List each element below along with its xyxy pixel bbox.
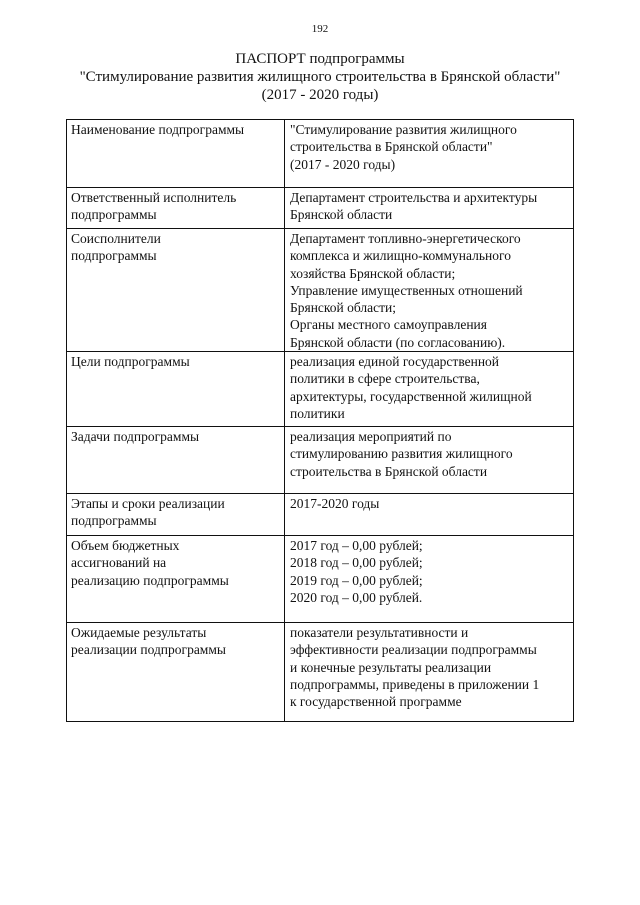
table-row: [67, 352, 574, 427]
title-line-period: (2017 - 2020 годы): [261, 87, 379, 103]
table-row: [67, 120, 574, 188]
document-title: [0, 50, 640, 104]
row-value: 2017-2020 годы: [285, 494, 574, 536]
row-value: Департамент топливно-энергетического комплекса и жилищно-коммунального хозяйства Брянской области; Управление имущественных отношений Брянской области; Органы местного самоуправления Брянской области (по согласованию).: [285, 229, 574, 352]
table-row: [67, 427, 574, 494]
row-value: реализация мероприятий по стимулированию развития жилищного строительства в Брянской области: [285, 427, 574, 494]
row-value: "Стимулирование развития жилищного строительства в Брянской области" (2017 - 2020 годы): [285, 120, 574, 188]
row-label: Объем бюджетных ассигнований на реализацию подпрограммы: [67, 536, 285, 623]
passport-table: [66, 119, 574, 722]
table-row: [67, 536, 574, 623]
row-label: Этапы и сроки реализации подпрограммы: [67, 494, 285, 536]
row-label: Задачи подпрограммы: [67, 427, 285, 494]
row-value: реализация единой государственной политики в сфере строительства, архитектуры, государственной жилищной политики: [285, 352, 574, 427]
row-value: 2017 год – 0,00 рублей; 2018 год – 0,00 рублей; 2019 год – 0,00 рублей; 2020 год – 0,00 рублей.: [285, 536, 574, 623]
row-value: Департамент строительства и архитектуры Брянской области: [285, 188, 574, 229]
title-line-passport: ПАСПОРТ подпрограммы: [235, 51, 405, 67]
table-row: [67, 494, 574, 536]
page-number: 192: [311, 23, 329, 35]
row-label: Ответственный исполнитель подпрограммы: [67, 188, 285, 229]
row-label: Соисполнители подпрограммы: [67, 229, 285, 352]
table-row: [67, 229, 574, 352]
row-label: Ожидаемые результаты реализации подпрограммы: [67, 623, 285, 722]
title-line-subprogram-name: "Стимулирование развития жилищного строительства в Брянской области": [79, 69, 561, 85]
table-row: [67, 623, 574, 722]
table-row: [67, 188, 574, 229]
row-label: Цели подпрограммы: [67, 352, 285, 427]
row-label: Наименование подпрограммы: [67, 120, 285, 188]
row-value: показатели результативности и эффективности реализации подпрограммы и конечные результаты реализации подпрограммы, приведены в приложении 1 к государственной программе: [285, 623, 574, 722]
